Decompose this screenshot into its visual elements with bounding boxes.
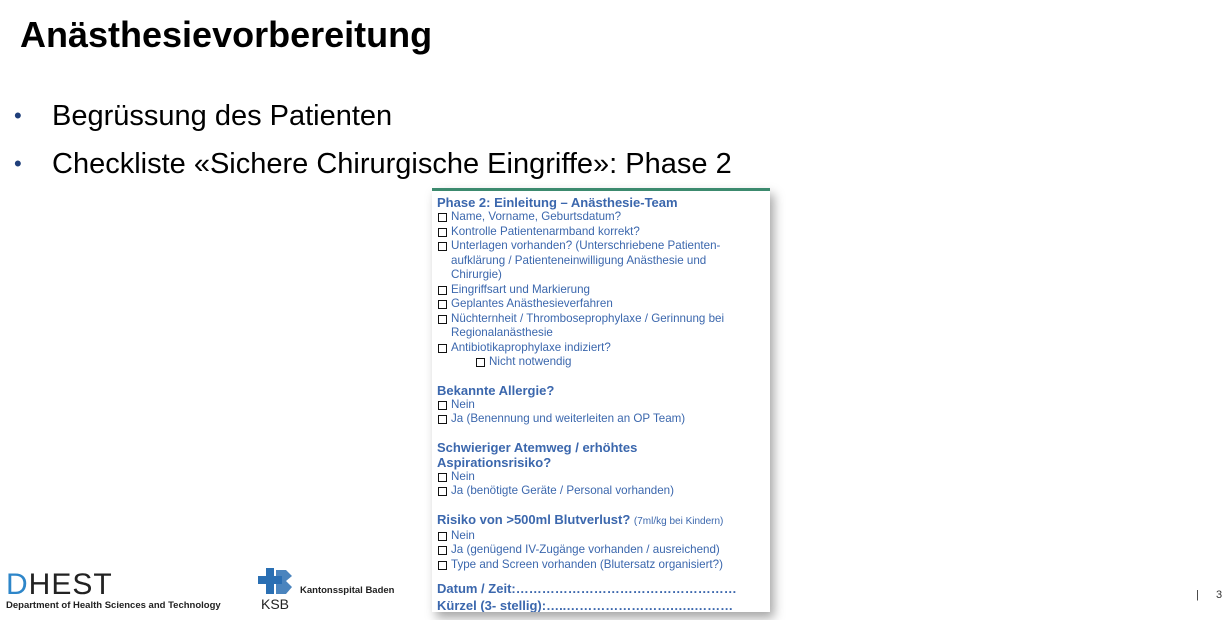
checkbox-icon [438,401,447,410]
allergy-option: Nein [437,398,770,413]
checklist-item: Unterlagen vorhanden? (Unterschriebene Patienten- [437,239,770,254]
dhest-subtitle: Department of Health Sciences and Technology [6,600,221,611]
checkbox-icon [438,286,447,295]
checkbox-icon [438,487,447,496]
ksb-hospital-name: Kantonsspital Baden [300,585,395,596]
checkbox-icon [438,532,447,541]
checkbox-icon [438,315,447,324]
checklist-item: Name, Vorname, Geburtsdatum? [437,210,770,225]
checkbox-icon [438,300,447,309]
blood-loss-option: Type and Screen vorhanden (Blutersatz organisiert?) [437,558,770,573]
ksb-wordmark: KSB [261,596,290,612]
checkbox-icon [438,344,447,353]
checklist-subitem: Nicht notwendig [437,355,770,370]
date-time-line: Datum / Zeit:…………………………………………… [437,581,737,596]
bullet-item [14,92,732,140]
blood-loss-note: (7ml/kg bei Kindern) [633,515,724,527]
airway-heading: Schwieriger Atemweg / erhöhtes [437,439,638,455]
checklist-heading: Phase 2: Einleitung – Anästhesie-Team [437,195,678,210]
bullet-text: Checkliste «Sichere Chirurgische Eingriffe»: Phase 2 [52,148,732,180]
bullet-item [14,140,732,188]
checklist-image [432,188,770,612]
airway-option: Ja (benötigte Geräte / Personal vorhanden) [437,484,770,499]
checkbox-icon [476,358,485,367]
checklist-item: Geplantes Anästhesieverfahren [437,297,770,312]
checklist-item: Antibiotikaprophylaxe indiziert? [437,341,770,356]
checkbox-icon [438,473,447,482]
checkbox-icon [438,213,447,222]
checklist-item-continuation: aufklärung / Patienteneinwilligung Anästhesie und [451,253,707,267]
dhest-logo [6,570,221,611]
blood-loss-heading: Risiko von >500ml Blutverlust? (7ml/kg bei Kindern) [437,511,724,527]
checkbox-icon [438,228,447,237]
bullet-text: Begrüssung des Patienten [52,100,393,132]
blood-loss-option: Ja (genügend IV-Zugänge vorhanden / ausreichend) [437,543,770,558]
bullet-dot-icon: • [14,151,22,176]
ksb-cross-icon [258,568,292,594]
checklist-item: Kontrolle Patientenarmband korrekt? [437,225,770,240]
page-separator: | [1196,589,1199,601]
checkbox-icon [438,561,447,570]
page-number: 3 [1216,589,1223,601]
checklist-item-continuation: Regionalanästhesie [451,326,553,339]
checklist-item-continuation: Chirurgie) [451,268,502,281]
airway-heading-line2: Aspirationsrisiko? [437,454,552,470]
allergy-option: Ja (Benennung und weiterleiten an OP Team) [437,412,770,427]
checklist-item: Nüchternheit / Thromboseprophylaxe / Gerinnung bei [437,312,770,327]
blood-loss-option: Nein [437,529,770,544]
allergy-heading: Bekannte Allergie? [437,382,555,398]
bullet-dot-icon: • [14,103,22,128]
checkbox-icon [438,415,447,424]
airway-option: Nein [437,470,770,485]
bullet-list [14,92,732,188]
initials-line: Kürzel (3- stellig):…..…………………….…..……… [437,598,734,612]
checklist-item: Eingriffsart und Markierung [437,283,770,298]
checkbox-icon [438,242,447,251]
checkbox-icon [438,546,447,555]
slide-title: Anästhesievorbereitung [20,14,433,55]
dhest-wordmark: DHEST [6,568,113,601]
